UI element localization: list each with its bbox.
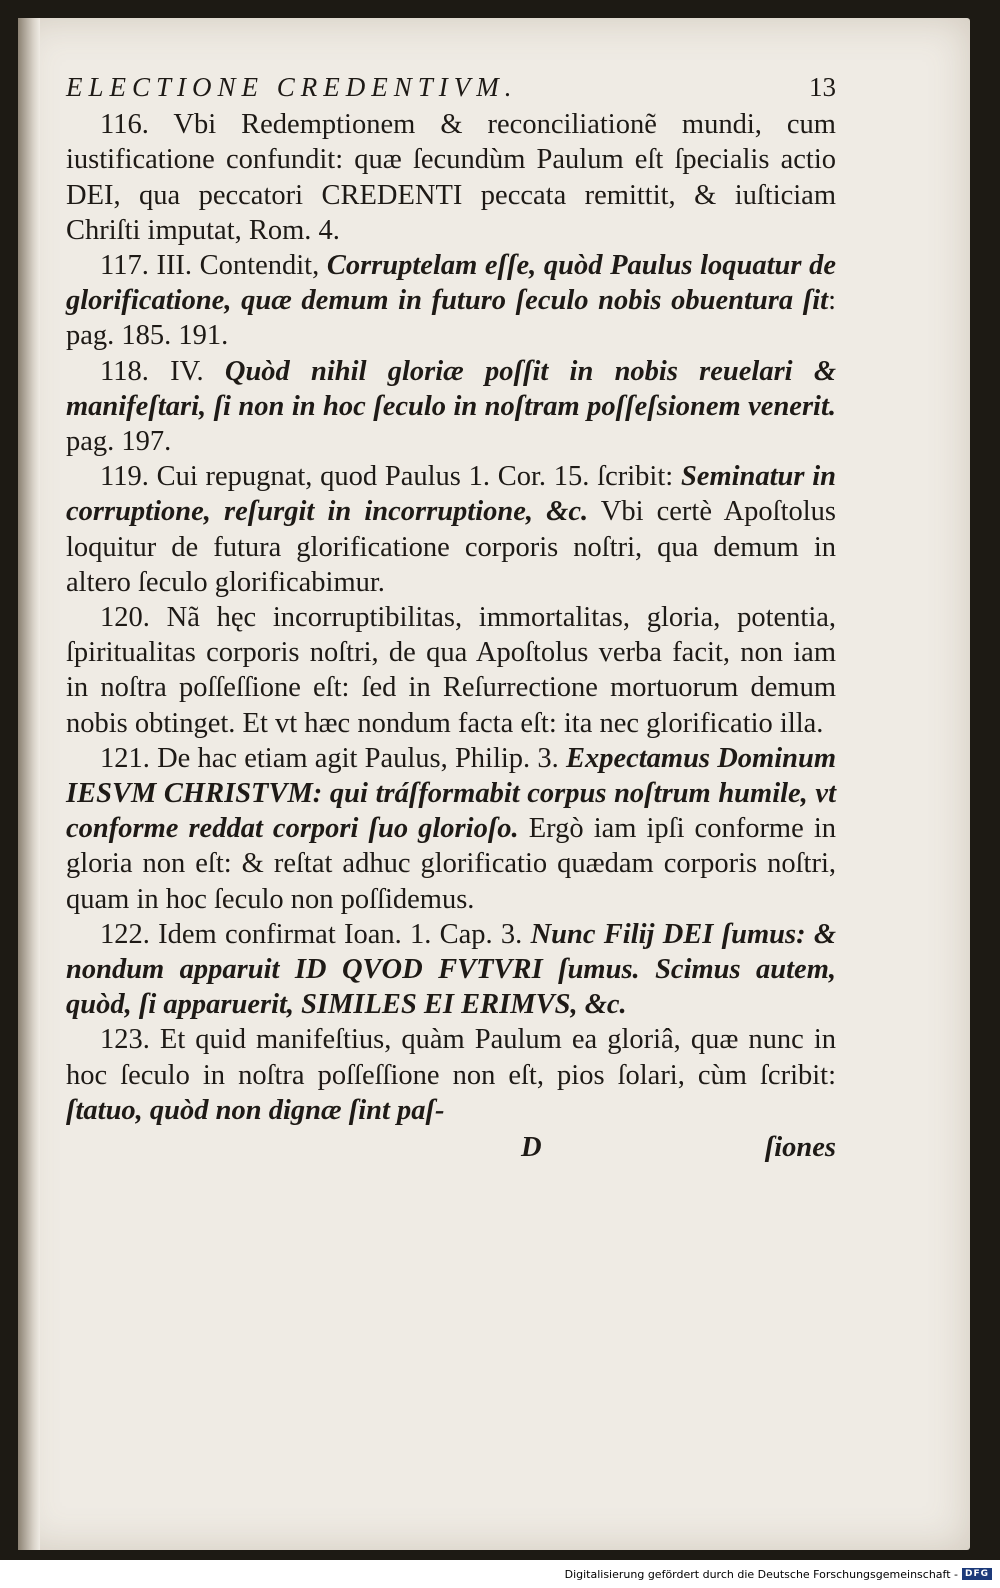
page-footer-line	[66, 1130, 836, 1165]
paragraph-number: 119.	[100, 461, 149, 493]
paragraph-number: 123.	[100, 1024, 150, 1056]
paragraph-text: pag. 197.	[66, 426, 172, 458]
paragraph-text: Vbi Redemptionem & reconciliationẽ mundi, cum iustificatione confundit: quæ ſecundùm Paulum eſt ſpecialis actio DEI, qua peccatori CREDENTI peccata remittit, & iuſticiam Chriſti imputat, Rom. 4.	[66, 109, 836, 246]
paragraph-117	[66, 248, 836, 354]
paragraph-text: Idem confirmat Ioan. 1. Cap. 3.	[158, 918, 531, 950]
paragraph-123	[66, 1022, 836, 1128]
paragraph-text: Et quid manifeſtius, quàm Paulum ea gloriâ, quæ nunc in hoc ſeculo in noſtra poſſeſſione non eſt, pios ſolari, cùm ſcribit:	[66, 1024, 836, 1091]
paragraph-120	[66, 600, 836, 741]
digitization-credit-bar	[0, 1560, 1000, 1588]
paragraph-italic-text: Seminatur in corruptione, reſurgit in incorruptione, &c.	[66, 461, 837, 528]
paragraph-number: 118.	[100, 355, 149, 387]
signature-mark: D	[521, 1132, 542, 1164]
book-page	[18, 18, 970, 1550]
paragraph-italic-text: ſtatuo, quòd non dignæ ſint paſ-	[66, 1094, 445, 1126]
paragraph-119	[66, 459, 836, 600]
paragraph-text: Vbi certè Apoſtolus loquitur de futura glorificatione corporis noſtri, qua demum in altero ſeculo glorificabimur.	[66, 496, 836, 598]
paragraph-number: 117.	[100, 250, 149, 282]
paragraph-text: IV.	[170, 355, 225, 387]
paragraph-text: III. Contendit,	[156, 250, 327, 282]
page-gutter	[18, 18, 40, 1550]
paragraph-text: : pag. 185. 191.	[66, 285, 836, 352]
paragraph-text: Cui repugnat, quod Paulus 1. Cor. 15. ſcribit:	[156, 461, 681, 493]
running-title: ELECTIONE CREDENTIVM.	[66, 72, 518, 102]
paragraph-text: De hac etiam agit Paulus, Philip. 3.	[157, 742, 566, 774]
dfg-logo-icon: DFG	[962, 1568, 992, 1580]
funding-credit: Digitalisierung gefördert durch die Deutsche Forschungsgemeinschaft -	[564, 1567, 958, 1581]
paragraph-italic-text: Corruptelam eſſe, quòd Paulus loquatur de glorificatione, quæ demum in futuro ſeculo nobis obuentura ſit	[66, 250, 837, 317]
paragraph-116	[66, 107, 836, 248]
paragraph-number: 122.	[100, 918, 150, 950]
paragraph-italic-text: Quòd nihil gloriæ poſſit in nobis reuelari & manifeſtari, ſi non in hoc ſeculo in noſtram poſſeſsionem venerit.	[66, 355, 837, 422]
paragraph-italic-text: Expectamus Dominum IESVM CHRISTVM: qui tráſformabit corpus noſtrum humile, vt conforme reddat corpori ſuo glorioſo.	[66, 742, 836, 845]
catchword: ſiones	[764, 1132, 836, 1164]
page-text-block	[66, 70, 836, 1165]
paragraph-121	[66, 741, 836, 917]
paragraph-118	[66, 354, 836, 460]
running-header	[66, 70, 836, 105]
paragraph-italic-text: Nunc Filij DEI ſumus: & nondum apparuit ID QVOD FVTVRI ſumus. Scimus autem, quòd, ſi apparuerit, SIMILES EI ERIMVS, &c.	[66, 918, 837, 1021]
paragraph-text: Ergò iam ipſi conforme in gloria non eſt: & reſtat adhuc glorificatio quædam corporis noſtri, quam in hoc ſeculo non poſſidemus.	[66, 813, 836, 915]
paragraph-122	[66, 917, 836, 1023]
paragraph-number: 116.	[100, 109, 149, 141]
page-number: 13	[809, 72, 836, 102]
paragraph-text: Nã hęc incorruptibilitas, immortalitas, gloria, potentia, ſpiritualitas corporis noſtri, de qua Apoſtolus verba facit, non iam in noſtra poſſeſſione eſt: ſed in Reſurrectione mortuorum demum nobis obtinget. Et vt hæc nondum facta eſt: ita nec glorificatio illa.	[66, 602, 837, 739]
paragraph-number: 120.	[100, 602, 150, 634]
paragraph-number: 121.	[100, 742, 150, 774]
